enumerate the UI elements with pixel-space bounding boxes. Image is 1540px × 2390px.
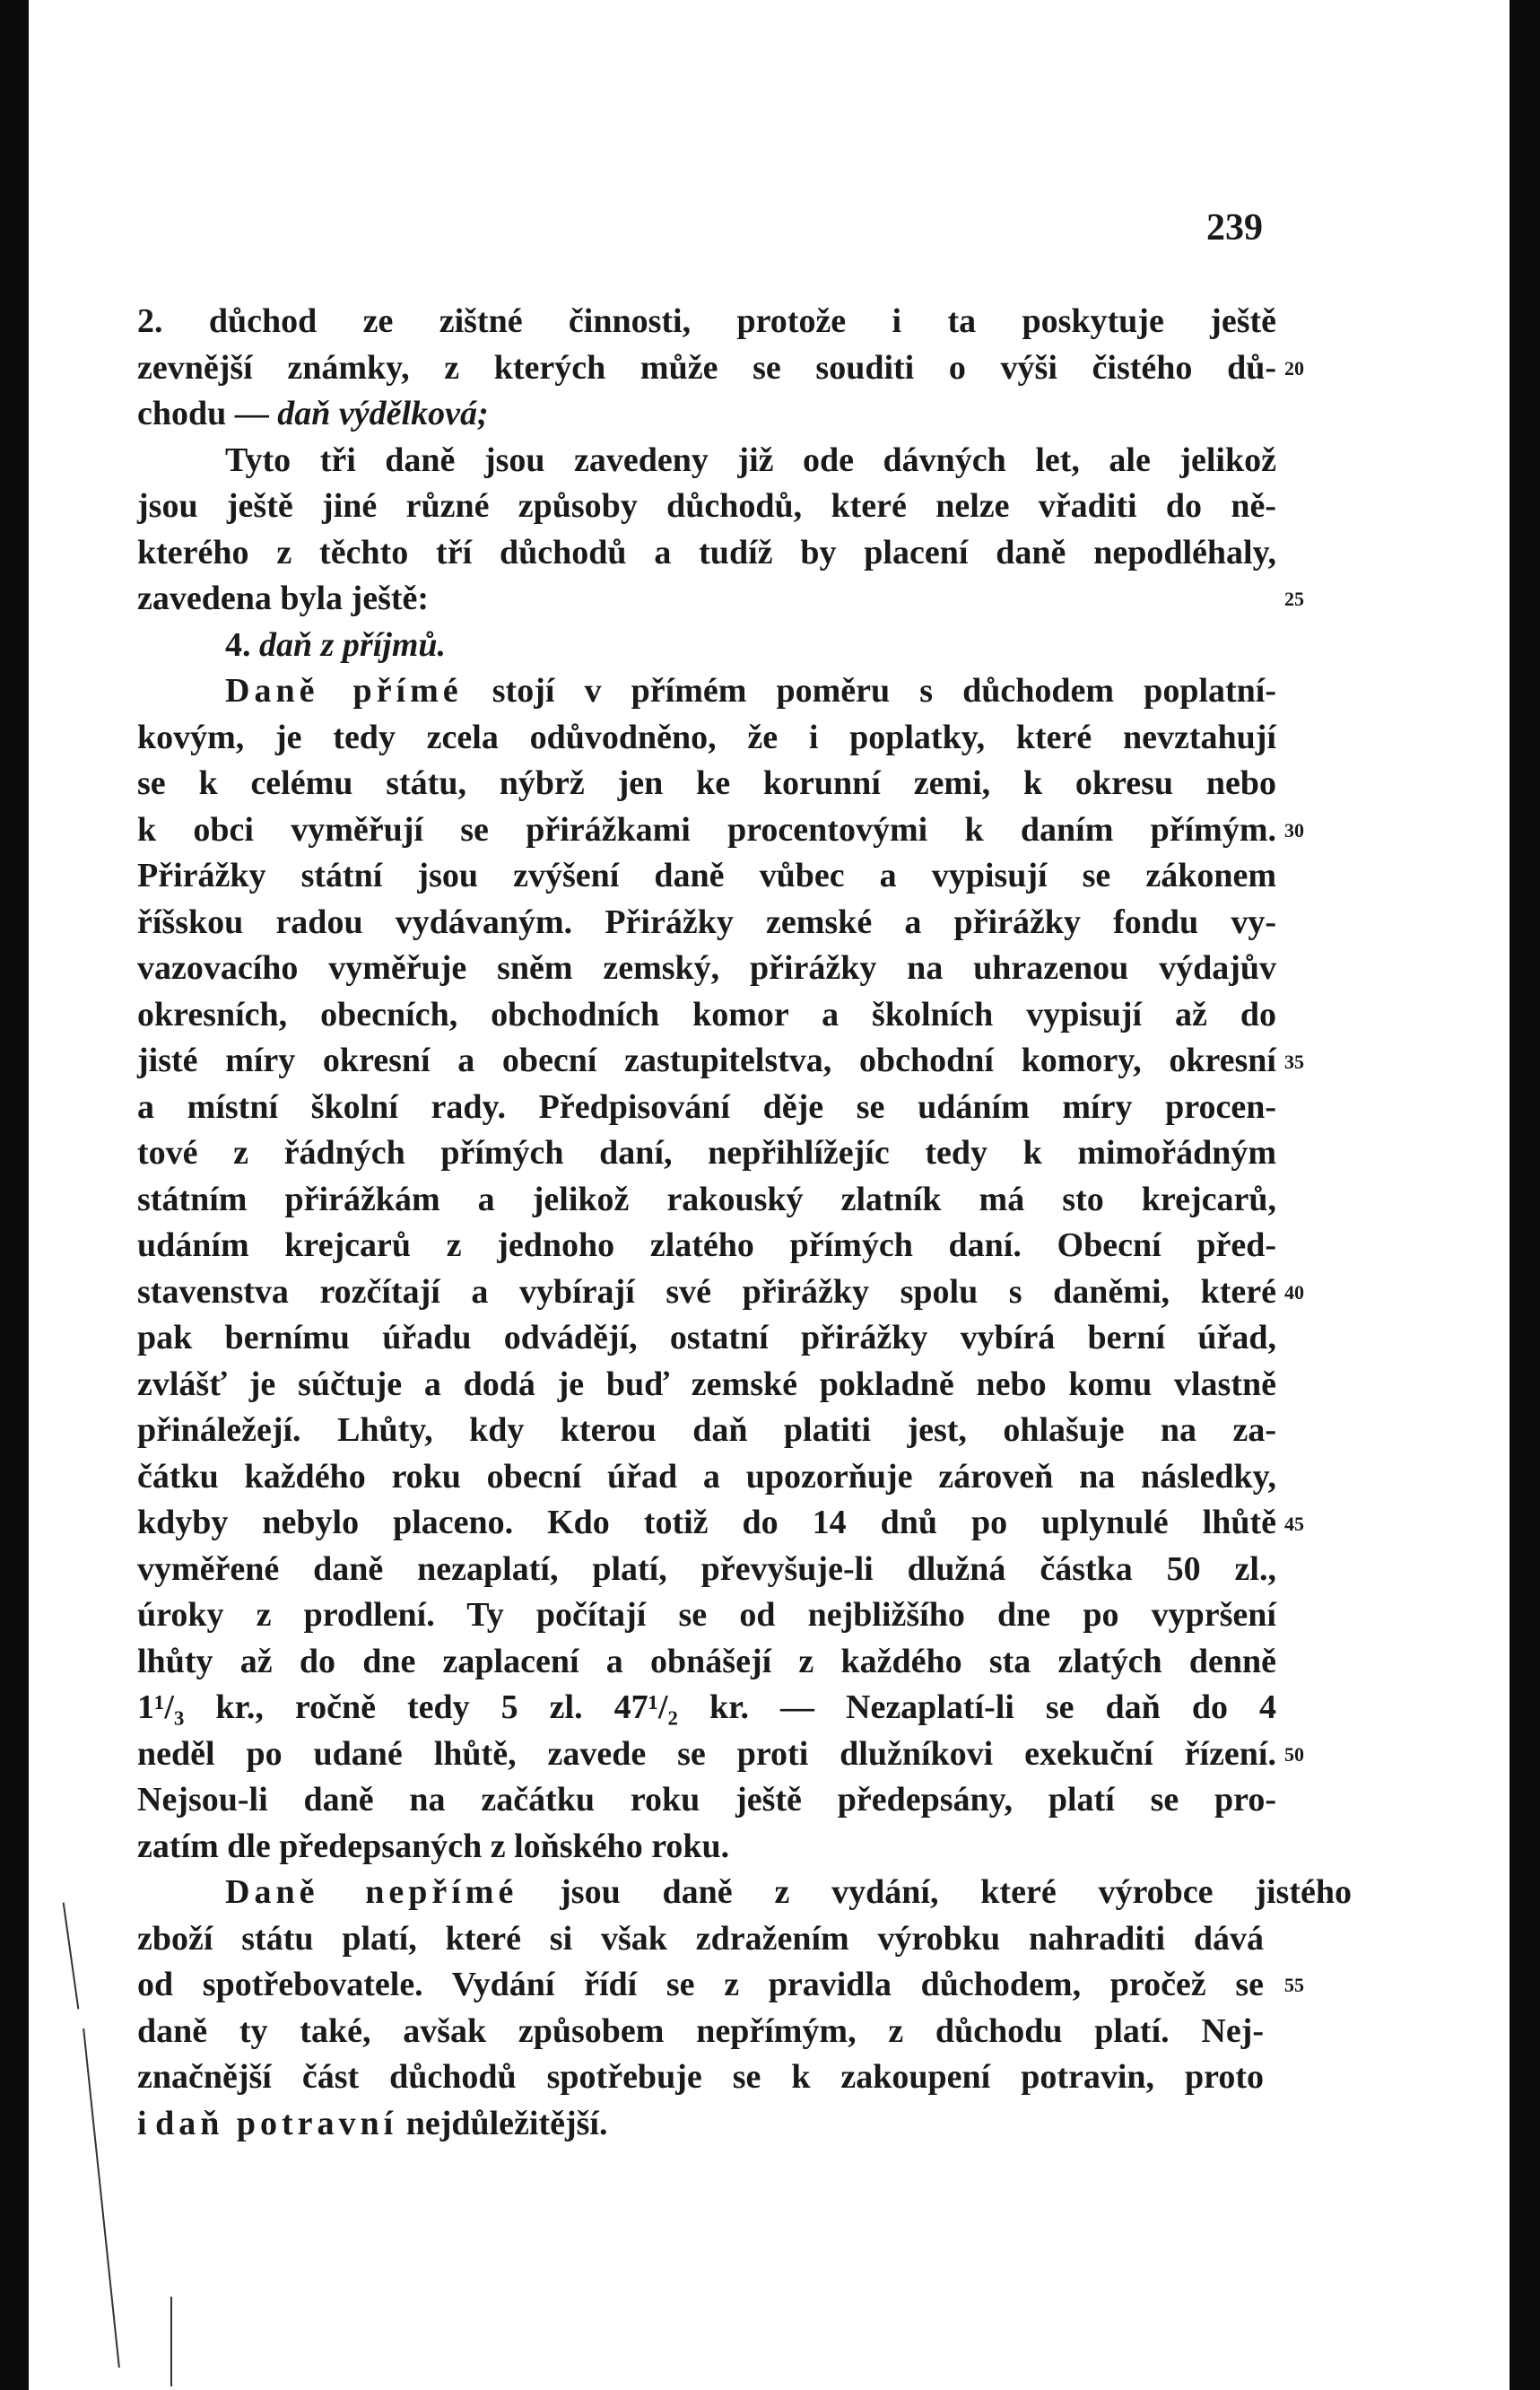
line-marker: 25 [1284,588,1304,610]
text-line: lhůty až do dne zaplacení a obnášejí z každého sta zlatých denně [137,1642,1276,1680]
text-line: zatím dle předepsaných z loňského roku. [137,1827,730,1865]
text-line: udáním krejcarů z jednoho zlatého přímých daní. Obecní před- [137,1226,1276,1264]
text-line: 4. daň z příjmů. [225,625,447,664]
text-line: Tyto tři daně jsou zavedeny již ode dávných let, ale jelikož [225,440,1276,479]
pen-stroke [170,2297,172,2386]
pen-stroke [83,2028,120,2368]
text-line: Daně nepřímé jsou daně z vydání, které výrobce jistého [225,1873,1352,1911]
text-line: daně ty také, avšak způsobem nepřímým, z důchodu platí. Nej- [137,2011,1264,2050]
text-line: říšskou radou vydávaným. Přirážky zemské a přirážky fondu vy- [137,903,1276,941]
text-line: Daně přímé stojí v přímém poměru s důchodem poplatní- [225,672,1277,710]
text-line: jisté míry okresní a obecní zastupitelstva, obchodní komory, okresní [137,1042,1276,1079]
tax-name: daň výdělková; [277,395,489,432]
text-line: vazovacího vyměřuje sněm zemský, přirážky na uhrazenou výdajův [137,949,1276,987]
line-marker: 55 [1284,1974,1304,1996]
text-line: 2. důchod ze zištné činnosti, protože i ta poskytuje ještě [137,302,1276,340]
text-line: stavenstva rozčítají a vybírají své přirážky spolu s daněmi, které [137,1272,1276,1311]
text-line: kovým, je tedy zcela odůvodněno, že i poplatky, které nevztahují [137,718,1276,756]
line-marker: 45 [1284,1513,1304,1535]
page-number: 239 [1206,207,1263,249]
line-marker: 20 [1284,357,1304,379]
text-line: neděl po udané lhůtě, zavede se proti dlužníkovi exekuční řízení. [137,1734,1276,1773]
text-line: chodu — daň výdělková; [137,395,489,432]
line-marker: 30 [1284,819,1304,842]
text-line: okresních, obecních, obchodních komor a školních vypisují až do [137,995,1276,1034]
text-line: značnější část důchodů spotřebuje se k zakoupení potravin, proto [137,2058,1264,2096]
text-line: tové z řádných přímých daní, nepřihlížejíc tedy k mimořádným [137,1134,1276,1172]
text-line: vyměřené daně nezaplatí, platí, převyšuje-li dlužná částka 50 zl., [137,1549,1276,1588]
text-line: Přirážky státní jsou zvýšení daně vůbec a vypisují se zákonem [137,857,1276,894]
text-line: zevnější známky, z kterých může se souditi o výši čistého dů- [137,348,1276,387]
text-line: pak bernímu úřadu odvádějí, ostatní přirážky vybírá berní úřad, [137,1319,1276,1356]
text-line: zvlášť je súčtuje a dodá je buď zemské pokladně nebo komu vlastně [137,1365,1276,1403]
text-line: k obci vyměřují se přirážkami procentovými k daním přímým. [137,810,1276,849]
scan-border-right [1510,0,1540,2390]
text-line: zboží státu platí, které si však zdražením výrobku nahraditi dává [137,1919,1264,1958]
text-line: úroky z prodlení. Ty počítají se od nejbližšího dne po vypršení [137,1596,1276,1634]
text-line: zavedena byla ještě: [137,580,430,617]
text-line: kterého z těchto tří důchodů a tudíž by placení daně nepodléhaly, [137,533,1276,571]
section-term: daň potravní [155,2104,398,2142]
line-marker: 40 [1284,1281,1304,1304]
text-line: státním přirážkám a jelikož rakouský zlatník má sto krejcarů, [137,1180,1276,1218]
section-term: Daně přímé [225,672,463,710]
text-line: i daň potravní nejdůležitější. [137,2104,608,2142]
text-line: Nejsou-li daně na začátku roku ještě předepsány, platí se pro- [137,1781,1276,1819]
text-line: 1¹/₃ kr., ročně tedy 5 zl. 47¹/₂ kr. — Nezaplatí-li se daň do 4 [137,1688,1276,1726]
text-line: od spotřebovatele. Vydání řídí se z pravidla důchodem, pročež se [137,1966,1264,2003]
section-term: Daně nepřímé [225,1873,518,1911]
pen-stroke [63,1902,80,2009]
line-marker: 50 [1284,1743,1304,1766]
text-line: kdyby nebylo placeno. Kdo totiž do 14 dnů po uplynulé lhůtě [137,1504,1276,1541]
text-line: přináležejí. Lhůty, kdy kterou daň platiti jest, ohlašuje na za- [137,1411,1276,1449]
tax-name: daň z příjmů. [259,625,447,664]
text-line: čátku každého roku obecní úřad a upozorňuje zároveň na následky, [137,1457,1276,1496]
text-line: a místní školní rady. Předpisování děje se udáním míry procen- [137,1087,1276,1126]
text-line: se k celému státu, nýbrž jen ke korunní zemi, k okresu nebo [137,764,1276,802]
scan-border-left [0,0,29,2390]
line-marker: 35 [1284,1051,1304,1073]
text-line: jsou ještě jiné různé způsoby důchodů, které nelze vřaditi do ně- [137,487,1276,525]
